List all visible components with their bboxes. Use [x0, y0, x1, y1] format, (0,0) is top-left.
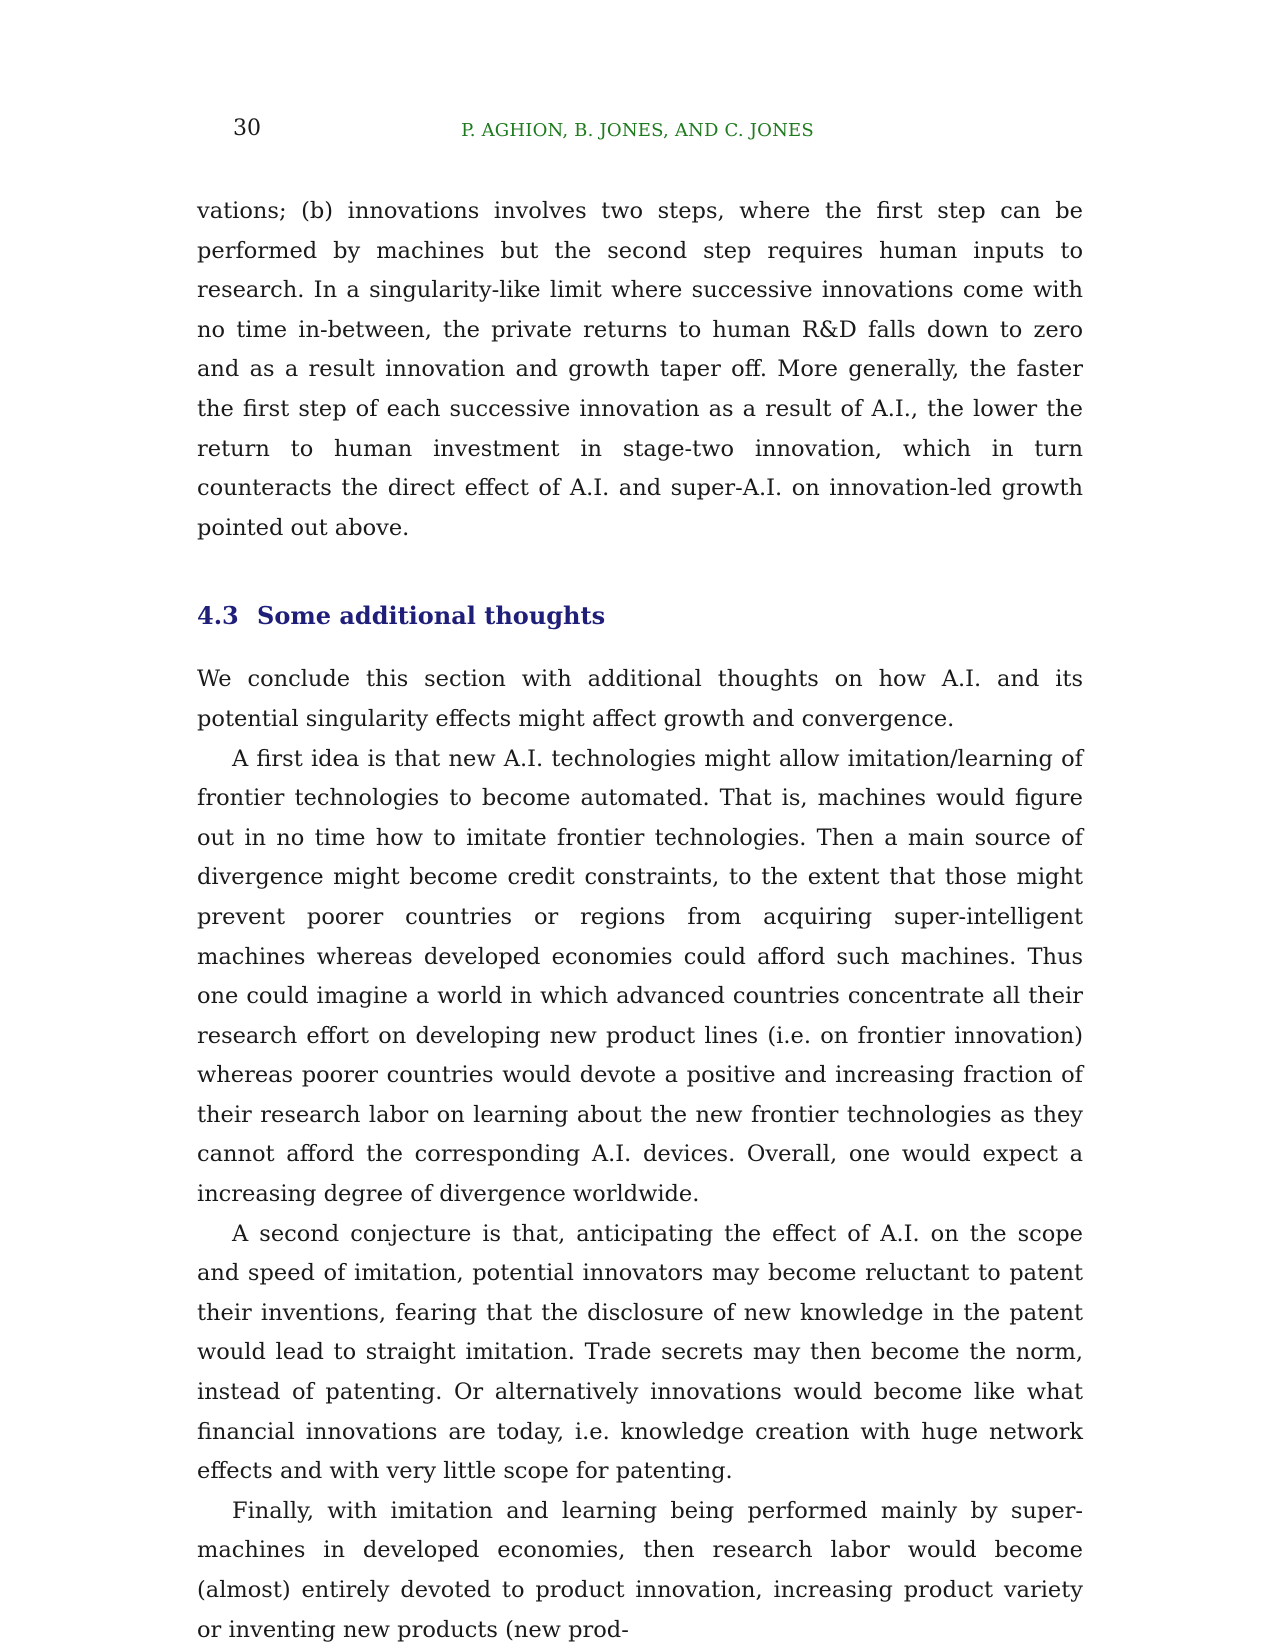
paragraph-first-idea: A first idea is that new A.I. technologies might allow imitation/learning of frontier technologies to become automated. That is, machines would figure out in no time how to imitate frontier technologies. Then a main source of divergence might become credit constraints, to the extent that those might prevent poorer countries or regions from acquiring super-intelligent machines whereas developed economies could afford such machines. Thus one could imagine a world in which advanced countries concentrate all their research effort on developing new product lines (i.e. on frontier innovation) whereas poorer countries would devote a positive and increasing fraction of their research labor on learning about the new frontier technologies as they cannot afford the corresponding A.I. devices. Overall, one would expect a increasing degree of divergence worldwide. [197, 745, 1083, 1208]
paragraph-second-conjecture: A second conjecture is that, anticipating the effect of A.I. on the scope and speed of imitation, potential innovators may become reluctant to patent their inventions, fearing that the disclosure of new knowledge in the patent would lead to straight imitation. Trade secrets may then become the norm, instead of patenting. Or alternatively innovations would become like what financial innovations are today, i.e. knowledge creation with huge network effects and with very little scope for patenting. [197, 1220, 1083, 1485]
paragraph-finally: Finally, with imitation and learning being performed mainly by super-machines in developed economies, then research labor would become (almost) entirely devoted to product innovation, increasing product variety or inventing new products (new prod- [197, 1497, 1083, 1643]
section-heading [197, 594, 1083, 638]
section-number: 4.3 [197, 601, 239, 631]
paper-body [197, 192, 1083, 1650]
paragraph-continuation: vations; (b) innovations involves two steps, where the first step can be performed by machines but the second step requires human inputs to research. In a singularity-like limit where successive innovations come with no time in-between, the private returns to human R&D falls down to zero and as a result innovation and growth taper off. More generally, the faster the first step of each successive innovation as a result of A.I., the lower the return to human investment in stage-two innovation, which in turn counteracts the direct effect of A.I. and super-A.I. on innovation-led growth pointed out above. [197, 198, 1083, 541]
section-title: Some additional thoughts [257, 601, 606, 631]
page-number: 30 [233, 116, 261, 141]
running-head: P. AGHION, B. JONES, AND C. JONES [461, 120, 814, 141]
paragraph-intro: We conclude this section with additional thoughts on how A.I. and its potential singularity effects might affect growth and convergence. [197, 666, 1083, 732]
